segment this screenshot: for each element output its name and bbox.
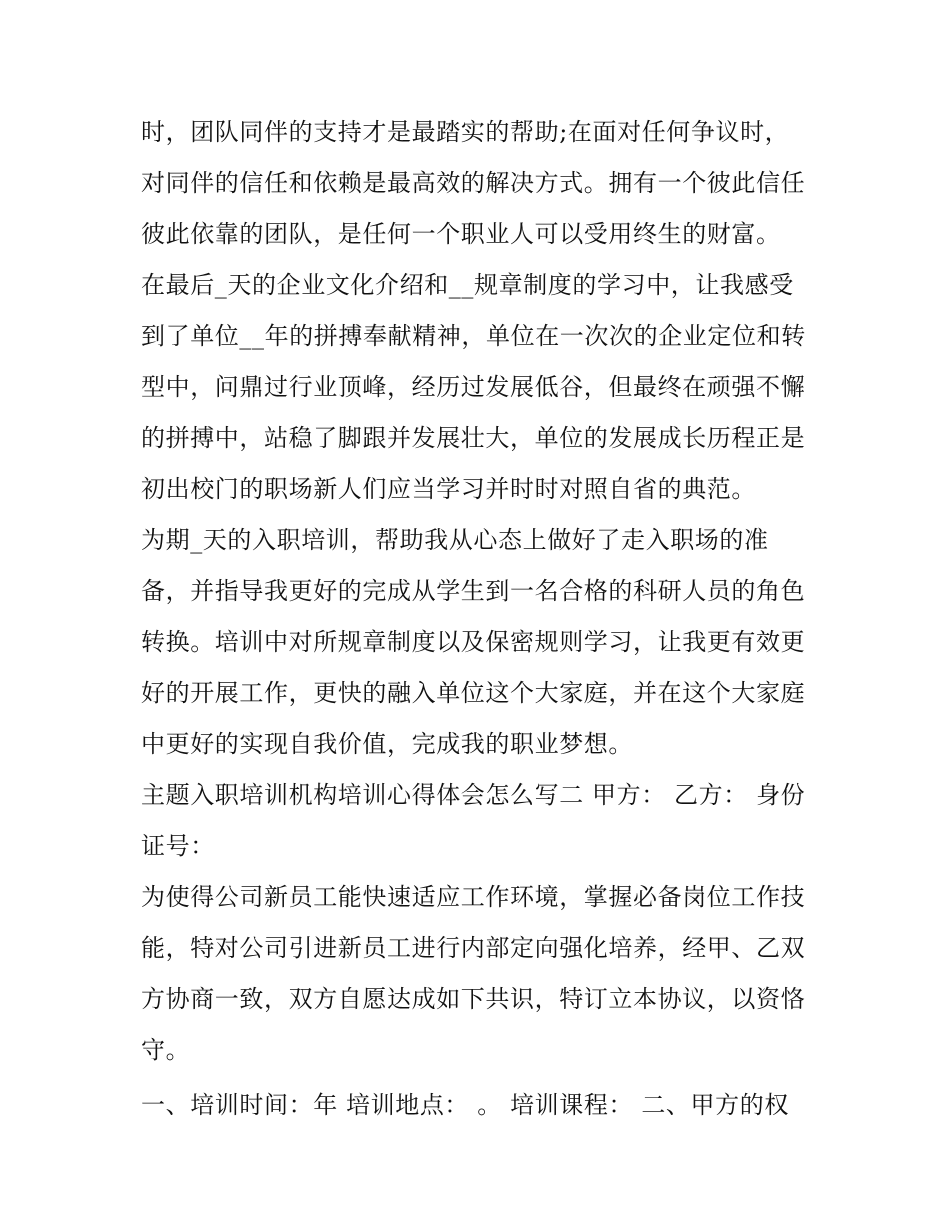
text-line: 对同伴的信任和依赖是最高效的解决方式。拥有一个彼此信任 (141, 169, 806, 197)
text-line: 的拼搏中，站稳了脚跟并发展壮大，单位的发展成长历程正是 (141, 424, 806, 452)
text-line: 为使得公司新员工能快速适应工作环境，掌握必备岗位工作技 (141, 883, 806, 911)
text-line: 转换。培训中对所规章制度以及保密规则学习，让我更有效更 (141, 628, 806, 656)
text-line: 方协商一致，双方自愿达成如下共识，特订立本协议，以资恪 (141, 985, 806, 1013)
text-line: 守。 (141, 1036, 191, 1064)
text-line: 证号： (141, 832, 215, 860)
text-line: 型中，问鼎过行业顶峰，经历过发展低谷，但最终在顽强不懈 (141, 373, 806, 401)
text-line: 时，团队同伴的支持才是最踏实的帮助;在面对任何争议时， (141, 118, 790, 146)
text-line: 为期_天的入职培训，帮助我从心态上做好了走入职场的准 (141, 526, 769, 554)
text-line: 备，并指导我更好的完成从学生到一名合格的科研人员的角色 (141, 577, 806, 605)
text-line: 初出校门的职场新人们应当学习并时时对照自省的典范。 (141, 475, 756, 503)
text-line: 中更好的实现自我价值，完成我的职业梦想。 (141, 730, 633, 758)
text-line: 在最后_天的企业文化介绍和__规章制度的学习中，让我感受 (141, 271, 794, 299)
text-line: 好的开展工作，更快的融入单位这个大家庭，并在这个大家庭 (141, 679, 806, 707)
text-line: 能，特对公司引进新员工进行内部定向强化培养，经甲、乙双 (141, 934, 806, 962)
document-body (141, 107, 831, 1131)
text-line: 彼此依靠的团队，是任何一个职业人可以受用终生的财富。 (141, 220, 781, 248)
text-line: 主题入职培训机构培训心得体会怎么写二 甲方： 乙方： 身份 (141, 781, 806, 809)
text-line: 到了单位__年的拼搏奉献精神，单位在一次次的企业定位和转 (141, 322, 806, 350)
text-line: 一、培训时间：年 培训地点： 。 培训课程： 二、甲方的权 (141, 1091, 789, 1119)
